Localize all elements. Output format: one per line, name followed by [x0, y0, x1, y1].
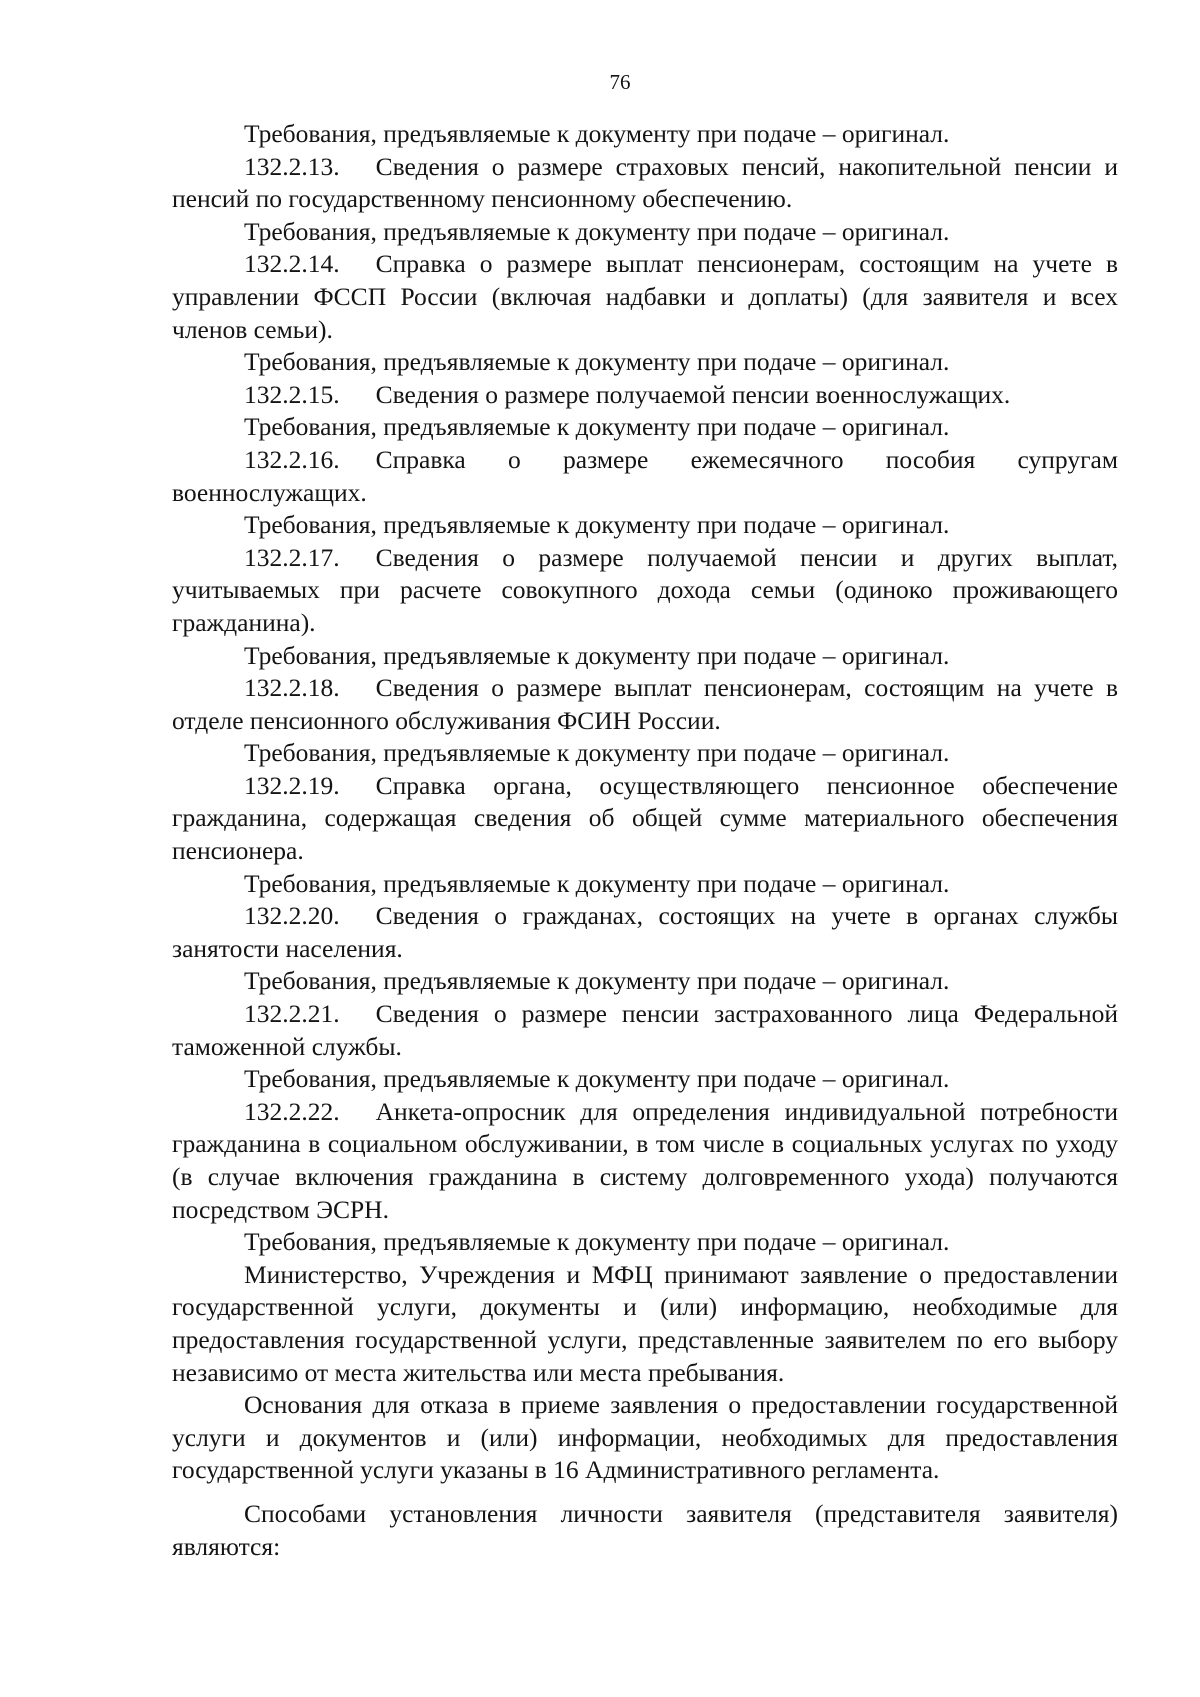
document-body — [172, 118, 1118, 1563]
list-item — [172, 444, 1118, 509]
requirement-line: Требования, предъявляемые к документу при подаче – оригинал. — [244, 347, 950, 377]
list-item — [172, 770, 1118, 868]
list-item — [172, 248, 1118, 346]
requirement-line: Требования, предъявляемые к документу при подаче – оригинал. — [244, 119, 950, 148]
item-number: 132.2.18. — [244, 673, 340, 703]
requirement-line: Требования, предъявляемые к документу при подаче – оригинал. — [244, 966, 950, 996]
item-text: Справка о размере выплат пенсионерам, состоящим на учете в управлении ФССП России (включая надбавки и доплаты) (для заявителя и всех членов семьи). — [172, 249, 1118, 344]
item-number: 132.2.17. — [244, 542, 340, 572]
item-text: Сведения о размере страховых пенсий, накопительной пенсии и пенсий по государственному пенсионному обеспечению. — [172, 151, 1118, 214]
list-item — [172, 542, 1118, 640]
item-number: 132.2.21. — [244, 999, 340, 1029]
requirement-line: Требования, предъявляемые к документу при подаче – оригинал. — [244, 1064, 950, 1094]
item-number: 132.2.16. — [244, 444, 340, 474]
item-text: Справка о размере ежемесячного пособия супругам военнослужащих. — [172, 444, 1118, 507]
page-number: 76 — [609, 70, 631, 94]
item-number: 132.2.20. — [244, 901, 340, 931]
item-number: 132.2.15. — [244, 379, 340, 409]
list-item — [172, 1096, 1118, 1226]
item-text: Справка органа, осуществляющего пенсионное обеспечение гражданина, содержащая сведения об общей сумме материального обеспечения пенсионера. — [172, 770, 1118, 866]
requirement-line: Требования, предъявляемые к документу при подаче – оригинал. — [244, 412, 950, 442]
paragraph: Способами установления личности заявителя (представителя заявителя) являются: — [172, 1498, 1118, 1561]
list-item — [172, 900, 1118, 965]
requirement-line: Требования, предъявляемые к документу при подаче – оригинал. — [244, 640, 950, 670]
item-text: Сведения о размере выплат пенсионерам, состоящим на учете в отделе пенсионного обслуживания ФСИН России. — [172, 673, 1118, 735]
item-number: 132.2.14. — [244, 249, 340, 279]
item-text: Анкета-опросник для определения индивидуальной потребности гражданина в социальном обслуживании, в том числе в социальных услугах по уходу (в случае включения гражданина в систему долговременного ухода) получаются посредством ЭСРН. — [172, 1096, 1118, 1224]
requirement-line: Требования, предъявляемые к документу при подаче – оригинал. — [244, 868, 950, 898]
item-number: 132.2.13. — [244, 151, 340, 181]
list-item — [172, 672, 1118, 737]
requirement-line: Требования, предъявляемые к документу при подаче – оригинал. — [244, 510, 950, 540]
item-number: 132.2.22. — [244, 1096, 340, 1126]
list-item — [172, 151, 1118, 216]
list-item — [172, 379, 1118, 412]
item-text: Сведения о размере получаемой пенсии и других выплат, учитываемых при расчете совокупного дохода семьи (одиноко проживающего гражданина). — [172, 542, 1118, 637]
paragraph: Министерство, Учреждения и МФЦ принимают заявление о предоставлении государственной услуги, документы и (или) информацию, необходимые для предоставления государственной услуги, представленные заявителем по его выбору независимо от места жительства или места пребывания. — [172, 1259, 1118, 1387]
item-text: Сведения о гражданах, состоящих на учете в органах службы занятости населения. — [172, 901, 1118, 963]
item-text: Сведения о размере пенсии застрахованного лица Федеральной таможенной службы. — [172, 999, 1118, 1061]
list-item — [172, 998, 1118, 1063]
requirement-line: Требования, предъявляемые к документу при подаче – оригинал. — [244, 216, 950, 246]
requirement-line: Требования, предъявляемые к документу при подаче – оригинал. — [244, 738, 950, 768]
paragraph: Основания для отказа в приеме заявления о предоставлении государственной услуги и документов и (или) информации, необходимых для предоставления государственной услуги указаны в 16 Административного регламента. — [172, 1390, 1118, 1485]
requirement-line: Требования, предъявляемые к документу при подаче – оригинал. — [244, 1227, 950, 1257]
item-text: Сведения о размере получаемой пенсии военнослужащих. — [375, 379, 1011, 409]
item-number: 132.2.19. — [244, 770, 340, 800]
